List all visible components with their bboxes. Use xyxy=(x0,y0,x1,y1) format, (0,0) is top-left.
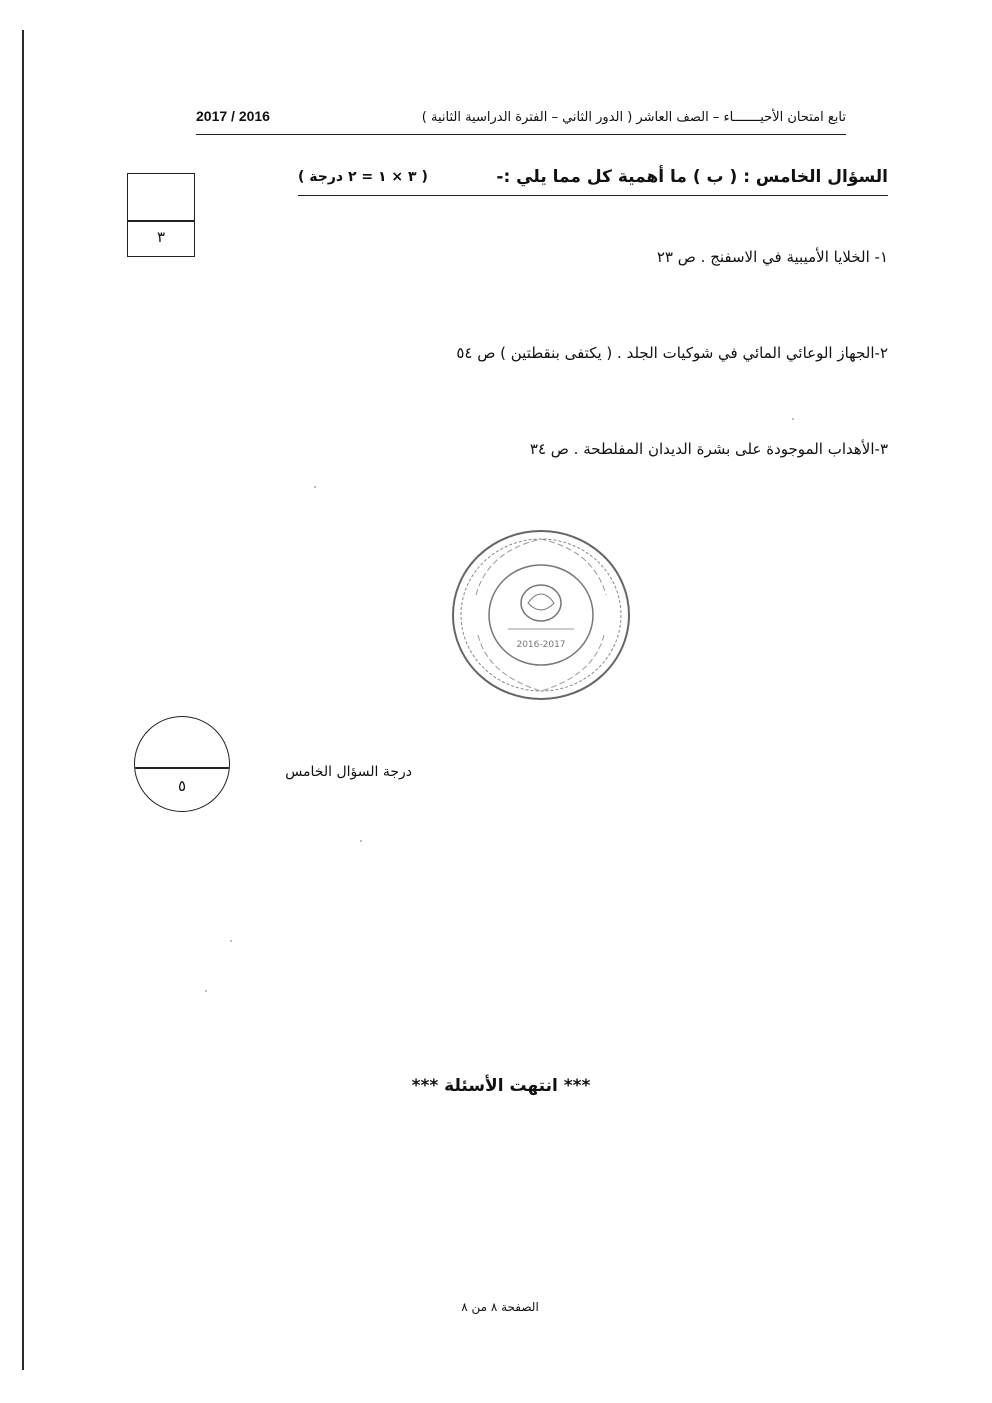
exam-header xyxy=(196,108,846,135)
question-item-3: ٣-الأهداب الموجودة على بشرة الديدان المفلطحة . ص ٣٤ xyxy=(529,440,888,458)
scan-speckle xyxy=(792,418,794,420)
question-item-1: ١- الخلايا الأميبية في الاسفنج . ص ٢٣ xyxy=(656,248,888,266)
header-year: 2017 / 2016 xyxy=(196,108,270,124)
question-item-2: ٢-الجهاز الوعائي المائي في شوكيات الجلد . ( يكتفى بنقطتين ) ص ٥٤ xyxy=(456,344,888,362)
score-box-divider xyxy=(128,220,194,222)
grade-value: ٥ xyxy=(177,777,187,795)
stamp-year: 2016-2017 xyxy=(516,640,566,650)
question-grade-circle xyxy=(134,716,230,812)
score-box-value: ٣ xyxy=(156,228,166,246)
scan-speckle xyxy=(314,486,316,488)
page-border-left xyxy=(22,30,24,1370)
end-of-questions: *** انتهت الأسئلة *** xyxy=(411,1076,591,1096)
question-title: السؤال الخامس : ( ب ) ما أهمية كل مما يلي :- xyxy=(496,167,888,187)
scan-speckle xyxy=(360,840,362,842)
page-number: الصفحة ٨ من ٨ xyxy=(461,1300,539,1314)
official-stamp-icon xyxy=(448,525,634,705)
question-heading xyxy=(298,167,888,196)
grade-circle-divider xyxy=(135,767,229,769)
question-score-box xyxy=(127,173,195,257)
grade-label: درجة السؤال الخامس xyxy=(285,764,412,780)
scan-speckle xyxy=(230,940,232,942)
scan-speckle xyxy=(205,990,207,992)
header-title: تابع امتحان الأحيـــــــاء – الصف العاشر ( الدور الثاني – الفترة الدراسية الثانية ) xyxy=(421,110,846,125)
question-marks: ( ٣ × ١ = ٢ درجة ) xyxy=(298,169,428,185)
